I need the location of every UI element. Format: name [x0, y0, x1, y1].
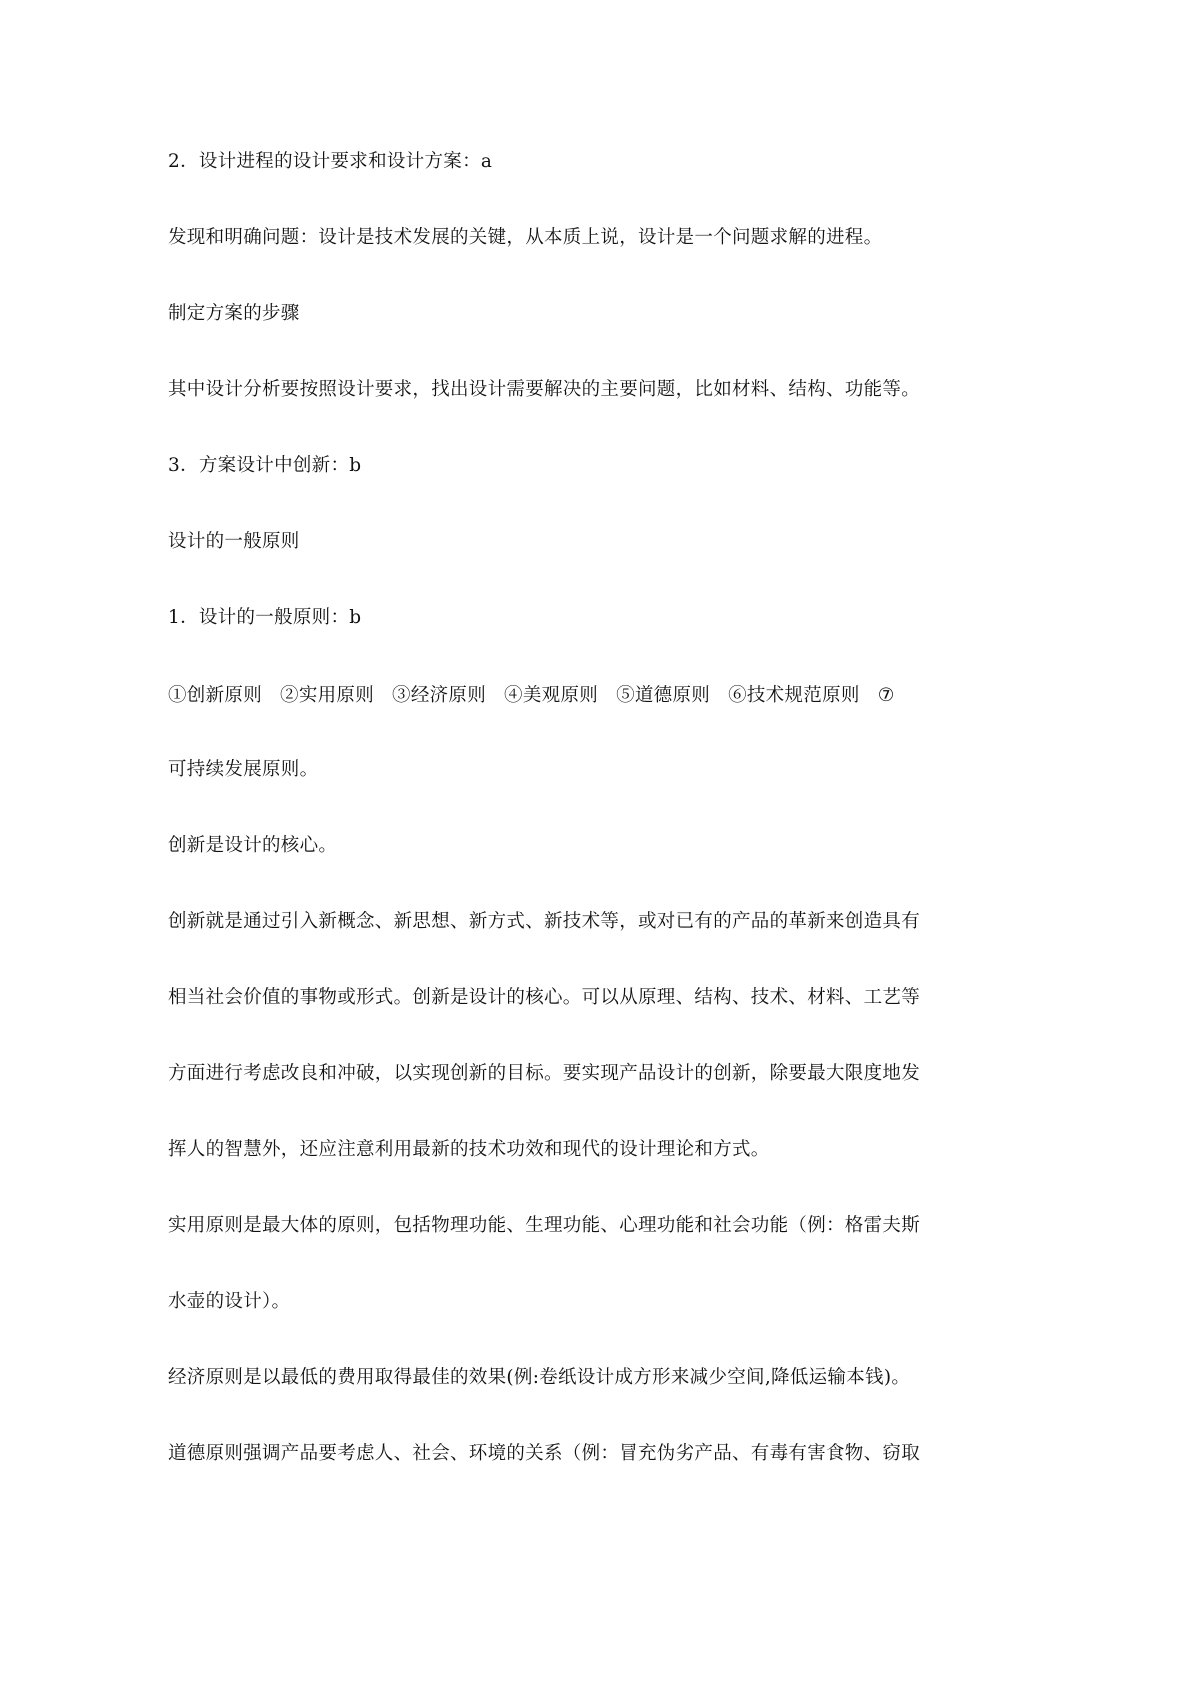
principle-item: ④美观原则 [504, 685, 599, 706]
paragraph-moral: 道德原则强调产品要考虑人、社会、环境的关系（例：冒充伪劣产品、有毒有害食物、窃取 [168, 1443, 921, 1464]
paragraph-find-problem: 发现和明确问题：设计是技术发展的关键，从本质上说，设计是一个问题求解的进程。 [168, 227, 883, 248]
principles-list [168, 684, 948, 708]
principle-item: ③经济原则 [392, 685, 487, 706]
section-heading-innovation: 3．方案设计中创新：b [168, 455, 362, 476]
section-heading-general-principles: 1．设计的一般原则：b [168, 607, 362, 628]
principle-item: ②实用原则 [280, 685, 375, 706]
paragraph-innovation-line-1: 创新就是通过引入新概念、新思想、新方式、新技术等，或对已有的产品的革新来创造具有 [168, 911, 921, 932]
paragraph-design-analysis: 其中设计分析要按照设计要求，找出设计需要解决的主要问题，比如材料、结构、功能等。 [168, 379, 921, 400]
paragraph-innovation-line-4: 挥人的智慧外，还应注意利用最新的技术功效和现代的设计理论和方式。 [168, 1139, 770, 1160]
principle-item: ①创新原则 [168, 685, 263, 706]
principle-item: ⑥技术规范原则 [728, 685, 860, 706]
subheading-general-principles: 设计的一般原则 [168, 531, 300, 552]
paragraph-innovation-line-2: 相当社会价值的事物或形式。创新是设计的核心。可以从原理、结构、技术、材料、工艺等 [168, 987, 921, 1008]
paragraph-economic: 经济原则是以最低的费用取得最佳的效果(例:卷纸设计成方形来减少空间,降低运输本钱)。 [168, 1367, 911, 1388]
principle-item: ⑤道德原则 [616, 685, 711, 706]
subheading-plan-steps: 制定方案的步骤 [168, 303, 300, 324]
paragraph-practical-line-2: 水壶的设计）。 [168, 1291, 291, 1312]
paragraph-practical-line-1: 实用原则是最大体的原则，包括物理功能、生理功能、心理功能和社会功能（例：格雷夫斯 [168, 1215, 921, 1236]
paragraph-innovation-line-3: 方面进行考虑改良和冲破，以实现创新的目标。要实现产品设计的创新，除要最大限度地发 [168, 1063, 921, 1084]
principle-item: ⑦ [877, 685, 895, 706]
paragraph-innovation-core: 创新是设计的核心。 [168, 835, 338, 856]
principles-continuation: 可持续发展原则。 [168, 759, 319, 780]
section-heading-design-process: 2．设计进程的设计要求和设计方案：a [168, 151, 493, 172]
